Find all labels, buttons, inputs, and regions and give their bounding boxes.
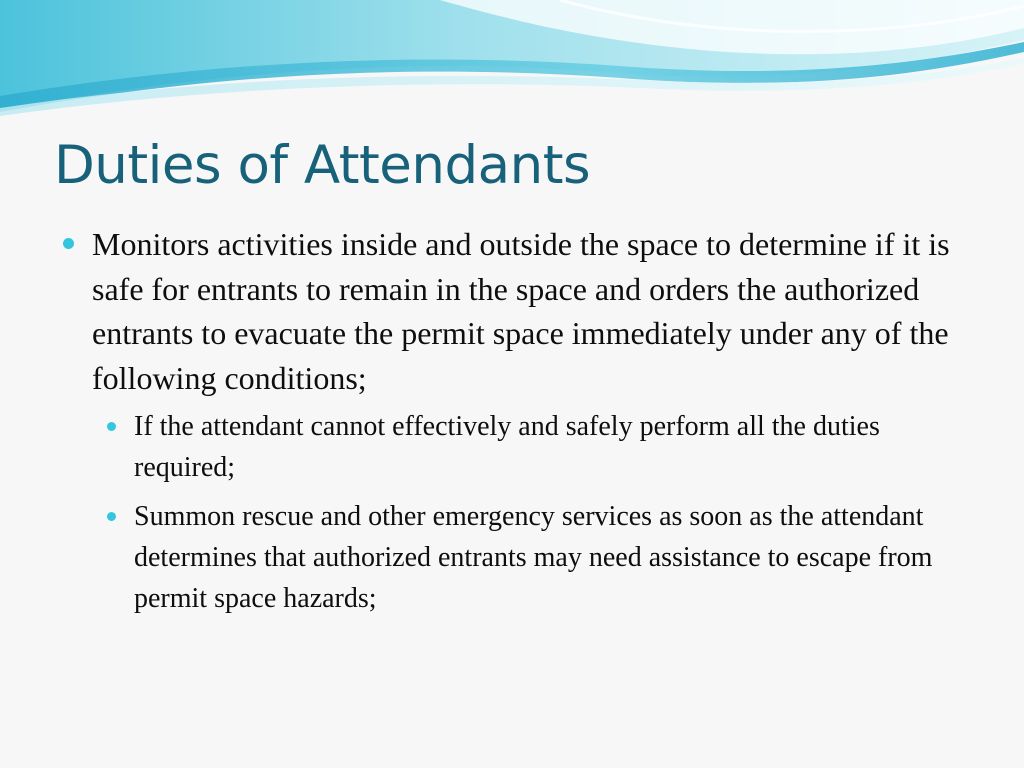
sub-bullet-item xyxy=(134,406,980,488)
sub-bullet-text: Summon rescue and other emergency services as soon as the attendant determines that authorized entrants may need assistance to escape from permit space hazards; xyxy=(134,501,933,614)
header-wave-decoration xyxy=(0,0,1024,125)
sub-bullet-text: If the attendant cannot effectively and safely perform all the duties required; xyxy=(134,411,880,483)
bullet-dot-icon xyxy=(63,238,74,249)
bullet-dot-icon xyxy=(107,422,116,431)
sub-bullet-list xyxy=(60,406,980,619)
slide-body xyxy=(60,222,980,627)
bullet-text: Monitors activities inside and outside the space to determine if it is safe for entrants to remain in the space and orders the authorized entrants to evacuate the permit space immediately under any of the following conditions; xyxy=(92,226,950,396)
sub-bullet-item xyxy=(134,496,980,619)
bullet-item xyxy=(60,222,980,400)
bullet-dot-icon xyxy=(107,512,116,521)
slide-title: Duties of Attendants xyxy=(54,135,591,196)
